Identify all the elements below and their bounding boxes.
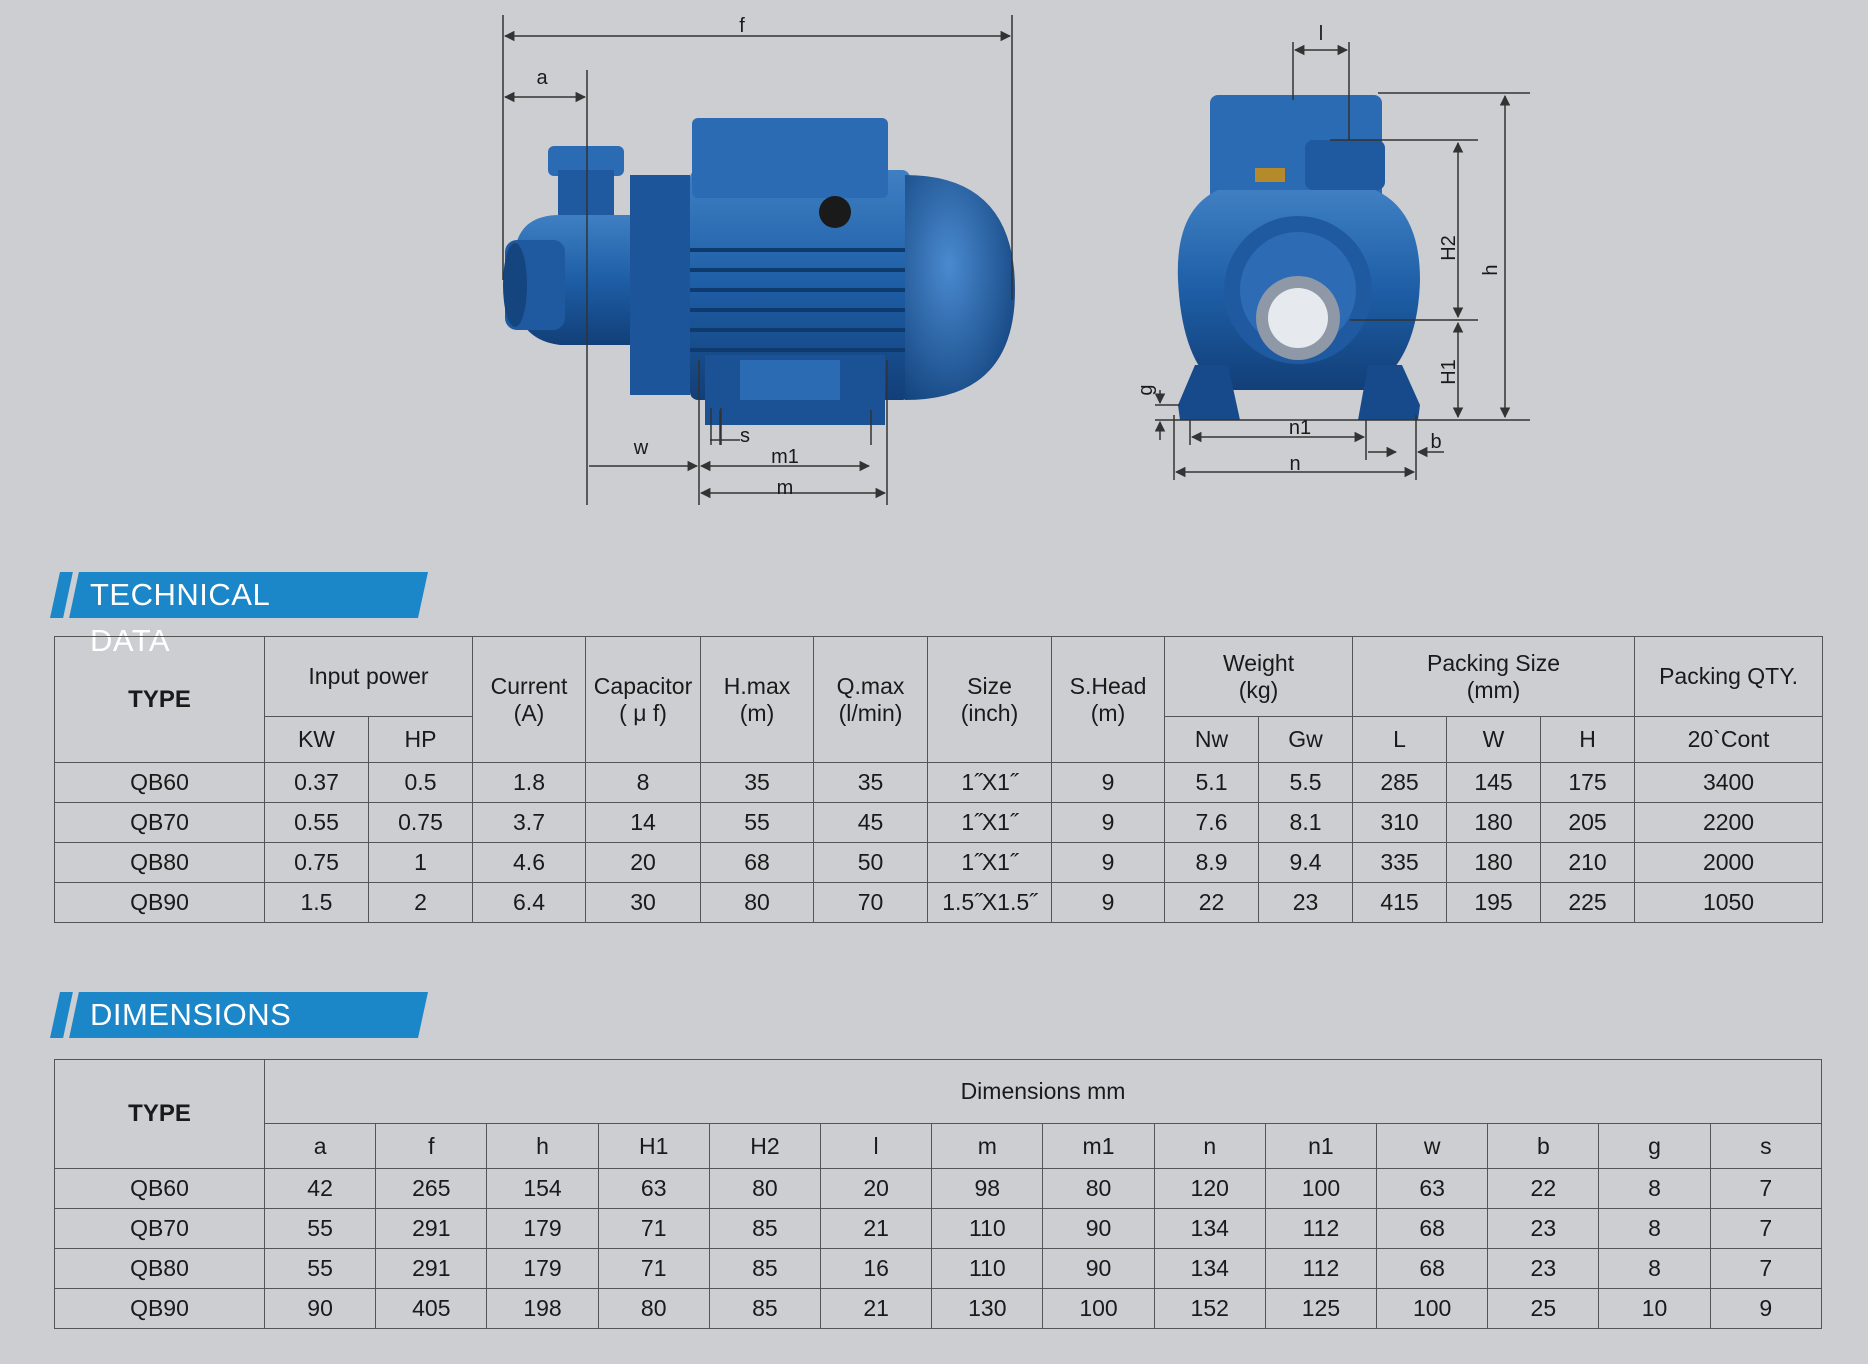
tech-cell-gw: 9.4 [1259,843,1353,883]
tech-cell-nw: 5.1 [1165,763,1259,803]
tech-cell-hmax: 80 [701,883,814,923]
dims-cell-value: 8 [1599,1249,1710,1289]
dims-cell-value: 25 [1488,1289,1599,1329]
tech-cell-capacitor: 14 [586,803,701,843]
tech-cell-gw: 5.5 [1259,763,1353,803]
dims-cell-value: 55 [265,1249,376,1289]
table-row [55,843,1823,883]
dims-cell-type: QB60 [55,1169,265,1209]
dims-cell-value: 23 [1488,1209,1599,1249]
dims-cell-value: 8 [1599,1209,1710,1249]
dims-cell-value: 152 [1154,1289,1265,1329]
tech-header-weight: Weight (kg) [1165,637,1353,717]
dims-cell-value: 405 [376,1289,487,1329]
pump-front-view [1178,95,1420,420]
dims-cell-value: 90 [1043,1209,1154,1249]
dims-cell-value: 80 [709,1169,820,1209]
tech-header-hmax: H.max (m) [701,637,814,763]
dims-header-group: Dimensions mm [265,1060,1822,1124]
dims-cell-value: 42 [265,1169,376,1209]
dims-header-col: f [376,1124,487,1169]
dims-cell-value: 85 [709,1289,820,1329]
table-row [55,1169,1822,1209]
dims-cell-value: 63 [598,1169,709,1209]
tech-cell-W: 180 [1447,803,1541,843]
dims-cell-value: 10 [1599,1289,1710,1329]
dims-cell-value: 22 [1488,1169,1599,1209]
dims-cell-value: 7 [1710,1249,1821,1289]
label-s: s [740,425,750,447]
tech-header-H: H [1541,717,1635,763]
tech-cell-L: 335 [1353,843,1447,883]
dims-cell-value: 130 [932,1289,1043,1329]
dims-header-type: TYPE [55,1060,265,1169]
tech-cell-size: 1˝X1˝ [928,843,1052,883]
table-row [55,1289,1822,1329]
dims-header-col: h [487,1124,598,1169]
tech-cell-kw: 0.55 [265,803,369,843]
dims-cell-value: 198 [487,1289,598,1329]
dims-cell-value: 110 [932,1249,1043,1289]
label-m: m [776,477,794,499]
technical-data-title: TECHNICAL DATA [90,577,270,658]
label-g: g [1135,384,1157,396]
dims-cell-value: 112 [1265,1249,1376,1289]
tech-cell-gw: 23 [1259,883,1353,923]
dims-header-col: b [1488,1124,1599,1169]
dims-cell-value: 125 [1265,1289,1376,1329]
dims-cell-value: 7 [1710,1209,1821,1249]
dims-cell-value: 68 [1377,1209,1488,1249]
tech-cell-kw: 1.5 [265,883,369,923]
tech-cell-capacitor: 20 [586,843,701,883]
label-h: h [1480,264,1502,276]
tech-cell-size: 1.5˝X1.5˝ [928,883,1052,923]
dims-cell-value: 71 [598,1249,709,1289]
dims-header-col: m [932,1124,1043,1169]
dims-cell-type: QB80 [55,1249,265,1289]
technical-data-table [54,636,1823,923]
dims-cell-value: 265 [376,1169,487,1209]
table-row [55,883,1823,923]
tech-cell-hp: 1 [369,843,473,883]
dims-header-col: a [265,1124,376,1169]
dims-cell-value: 90 [265,1289,376,1329]
dims-cell-value: 179 [487,1249,598,1289]
dims-cell-value: 134 [1154,1249,1265,1289]
tech-cell-qty: 2200 [1635,803,1823,843]
tech-cell-hp: 0.5 [369,763,473,803]
tech-header-gw: Gw [1259,717,1353,763]
tech-cell-capacitor: 30 [586,883,701,923]
tech-cell-nw: 8.9 [1165,843,1259,883]
dims-cell-value: 100 [1043,1289,1154,1329]
dims-cell-value: 80 [1043,1169,1154,1209]
dims-cell-value: 100 [1377,1289,1488,1329]
tech-header-cont: 20`Cont [1635,717,1823,763]
tech-cell-qty: 3400 [1635,763,1823,803]
dims-cell-value: 291 [376,1209,487,1249]
tech-cell-size: 1˝X1˝ [928,803,1052,843]
tech-cell-nw: 7.6 [1165,803,1259,843]
dims-cell-value: 8 [1599,1169,1710,1209]
tech-header-hp: HP [369,717,473,763]
label-n1: n1 [1288,417,1312,439]
tech-cell-current: 6.4 [473,883,586,923]
tech-cell-qmax: 50 [814,843,928,883]
table-row [55,1249,1822,1289]
tech-cell-current: 1.8 [473,763,586,803]
tech-cell-type: QB60 [55,763,265,803]
tech-cell-capacitor: 8 [586,763,701,803]
dims-cell-value: 63 [1377,1169,1488,1209]
label-f: f [739,15,745,37]
tech-cell-W: 195 [1447,883,1541,923]
tech-cell-gw: 8.1 [1259,803,1353,843]
tech-cell-qmax: 70 [814,883,928,923]
dims-header-col: w [1377,1124,1488,1169]
tech-cell-kw: 0.37 [265,763,369,803]
tech-cell-hp: 0.75 [369,803,473,843]
tech-header-input-power: Input power [265,637,473,717]
dimensions-title: DIMENSIONS [90,997,292,1032]
tech-cell-type: QB90 [55,883,265,923]
dimensions-table [54,1059,1822,1329]
tech-cell-qty: 2000 [1635,843,1823,883]
tech-cell-type: QB80 [55,843,265,883]
label-a: a [536,67,548,89]
dims-cell-value: 68 [1377,1249,1488,1289]
tech-cell-L: 310 [1353,803,1447,843]
dims-cell-value: 291 [376,1249,487,1289]
tech-cell-shead: 9 [1052,803,1165,843]
tech-cell-qmax: 45 [814,803,928,843]
tech-cell-type: QB70 [55,803,265,843]
table-row [55,803,1823,843]
dims-cell-value: 85 [709,1209,820,1249]
dims-cell-value: 120 [1154,1169,1265,1209]
dims-cell-value: 80 [598,1289,709,1329]
dims-cell-value: 21 [821,1289,932,1329]
tech-cell-current: 3.7 [473,803,586,843]
label-m1: m1 [771,446,799,468]
tech-cell-hmax: 55 [701,803,814,843]
tech-header-kw: KW [265,717,369,763]
tech-cell-hmax: 35 [701,763,814,803]
dims-cell-value: 71 [598,1209,709,1249]
dims-cell-value: 16 [821,1249,932,1289]
tech-cell-shead: 9 [1052,883,1165,923]
tech-cell-current: 4.6 [473,843,586,883]
dims-cell-value: 85 [709,1249,820,1289]
label-H2: H2 [1438,235,1460,261]
dims-header-col: s [1710,1124,1821,1169]
dims-header-col: n1 [1265,1124,1376,1169]
pump-technical-drawing [0,0,1868,520]
dims-cell-value: 134 [1154,1209,1265,1249]
tech-header-L: L [1353,717,1447,763]
tech-header-current: Current (A) [473,637,586,763]
dims-header-col: H1 [598,1124,709,1169]
tech-header-packing-size: Packing Size (mm) [1353,637,1635,717]
label-w: w [633,437,649,459]
dims-cell-type: QB70 [55,1209,265,1249]
dims-cell-value: 20 [821,1169,932,1209]
pump-side-view [503,118,1015,425]
table-row [55,1209,1822,1249]
dims-cell-value: 21 [821,1209,932,1249]
tech-header-packing-qty: Packing QTY. [1635,637,1823,717]
dims-cell-value: 23 [1488,1249,1599,1289]
tech-header-capacitor: Capacitor ( μ f) [586,637,701,763]
tech-cell-W: 145 [1447,763,1541,803]
tech-cell-qty: 1050 [1635,883,1823,923]
tech-cell-L: 415 [1353,883,1447,923]
tech-cell-kw: 0.75 [265,843,369,883]
tech-header-nw: Nw [1165,717,1259,763]
tech-cell-size: 1˝X1˝ [928,763,1052,803]
tech-cell-H: 175 [1541,763,1635,803]
label-H1: H1 [1438,359,1460,385]
tech-header-size: Size (inch) [928,637,1052,763]
tech-cell-hmax: 68 [701,843,814,883]
dims-header-col: H2 [709,1124,820,1169]
dims-header-col: n [1154,1124,1265,1169]
dims-cell-value: 90 [1043,1249,1154,1289]
tech-cell-H: 205 [1541,803,1635,843]
dims-cell-value: 179 [487,1209,598,1249]
tech-cell-qmax: 35 [814,763,928,803]
dims-header-col: m1 [1043,1124,1154,1169]
dims-header-col: l [821,1124,932,1169]
tech-cell-L: 285 [1353,763,1447,803]
dims-cell-value: 100 [1265,1169,1376,1209]
tech-cell-W: 180 [1447,843,1541,883]
tech-cell-H: 210 [1541,843,1635,883]
tech-cell-nw: 22 [1165,883,1259,923]
label-n: n [1289,453,1301,475]
dims-cell-type: QB90 [55,1289,265,1329]
dims-cell-value: 112 [1265,1209,1376,1249]
tech-header-qmax: Q.max (l/min) [814,637,928,763]
dims-header-col: g [1599,1124,1710,1169]
table-row [55,763,1823,803]
dims-cell-value: 110 [932,1209,1043,1249]
tech-header-W: W [1447,717,1541,763]
dims-cell-value: 98 [932,1169,1043,1209]
tech-cell-H: 225 [1541,883,1635,923]
dims-cell-value: 55 [265,1209,376,1249]
label-l: l [1318,23,1324,45]
dims-cell-value: 7 [1710,1169,1821,1209]
tech-cell-shead: 9 [1052,843,1165,883]
tech-header-shead: S.Head (m) [1052,637,1165,763]
dims-cell-value: 154 [487,1169,598,1209]
tech-cell-shead: 9 [1052,763,1165,803]
tech-header-type: TYPE [55,637,265,763]
tech-cell-hp: 2 [369,883,473,923]
dims-cell-value: 9 [1710,1289,1821,1329]
label-b: b [1430,431,1442,453]
